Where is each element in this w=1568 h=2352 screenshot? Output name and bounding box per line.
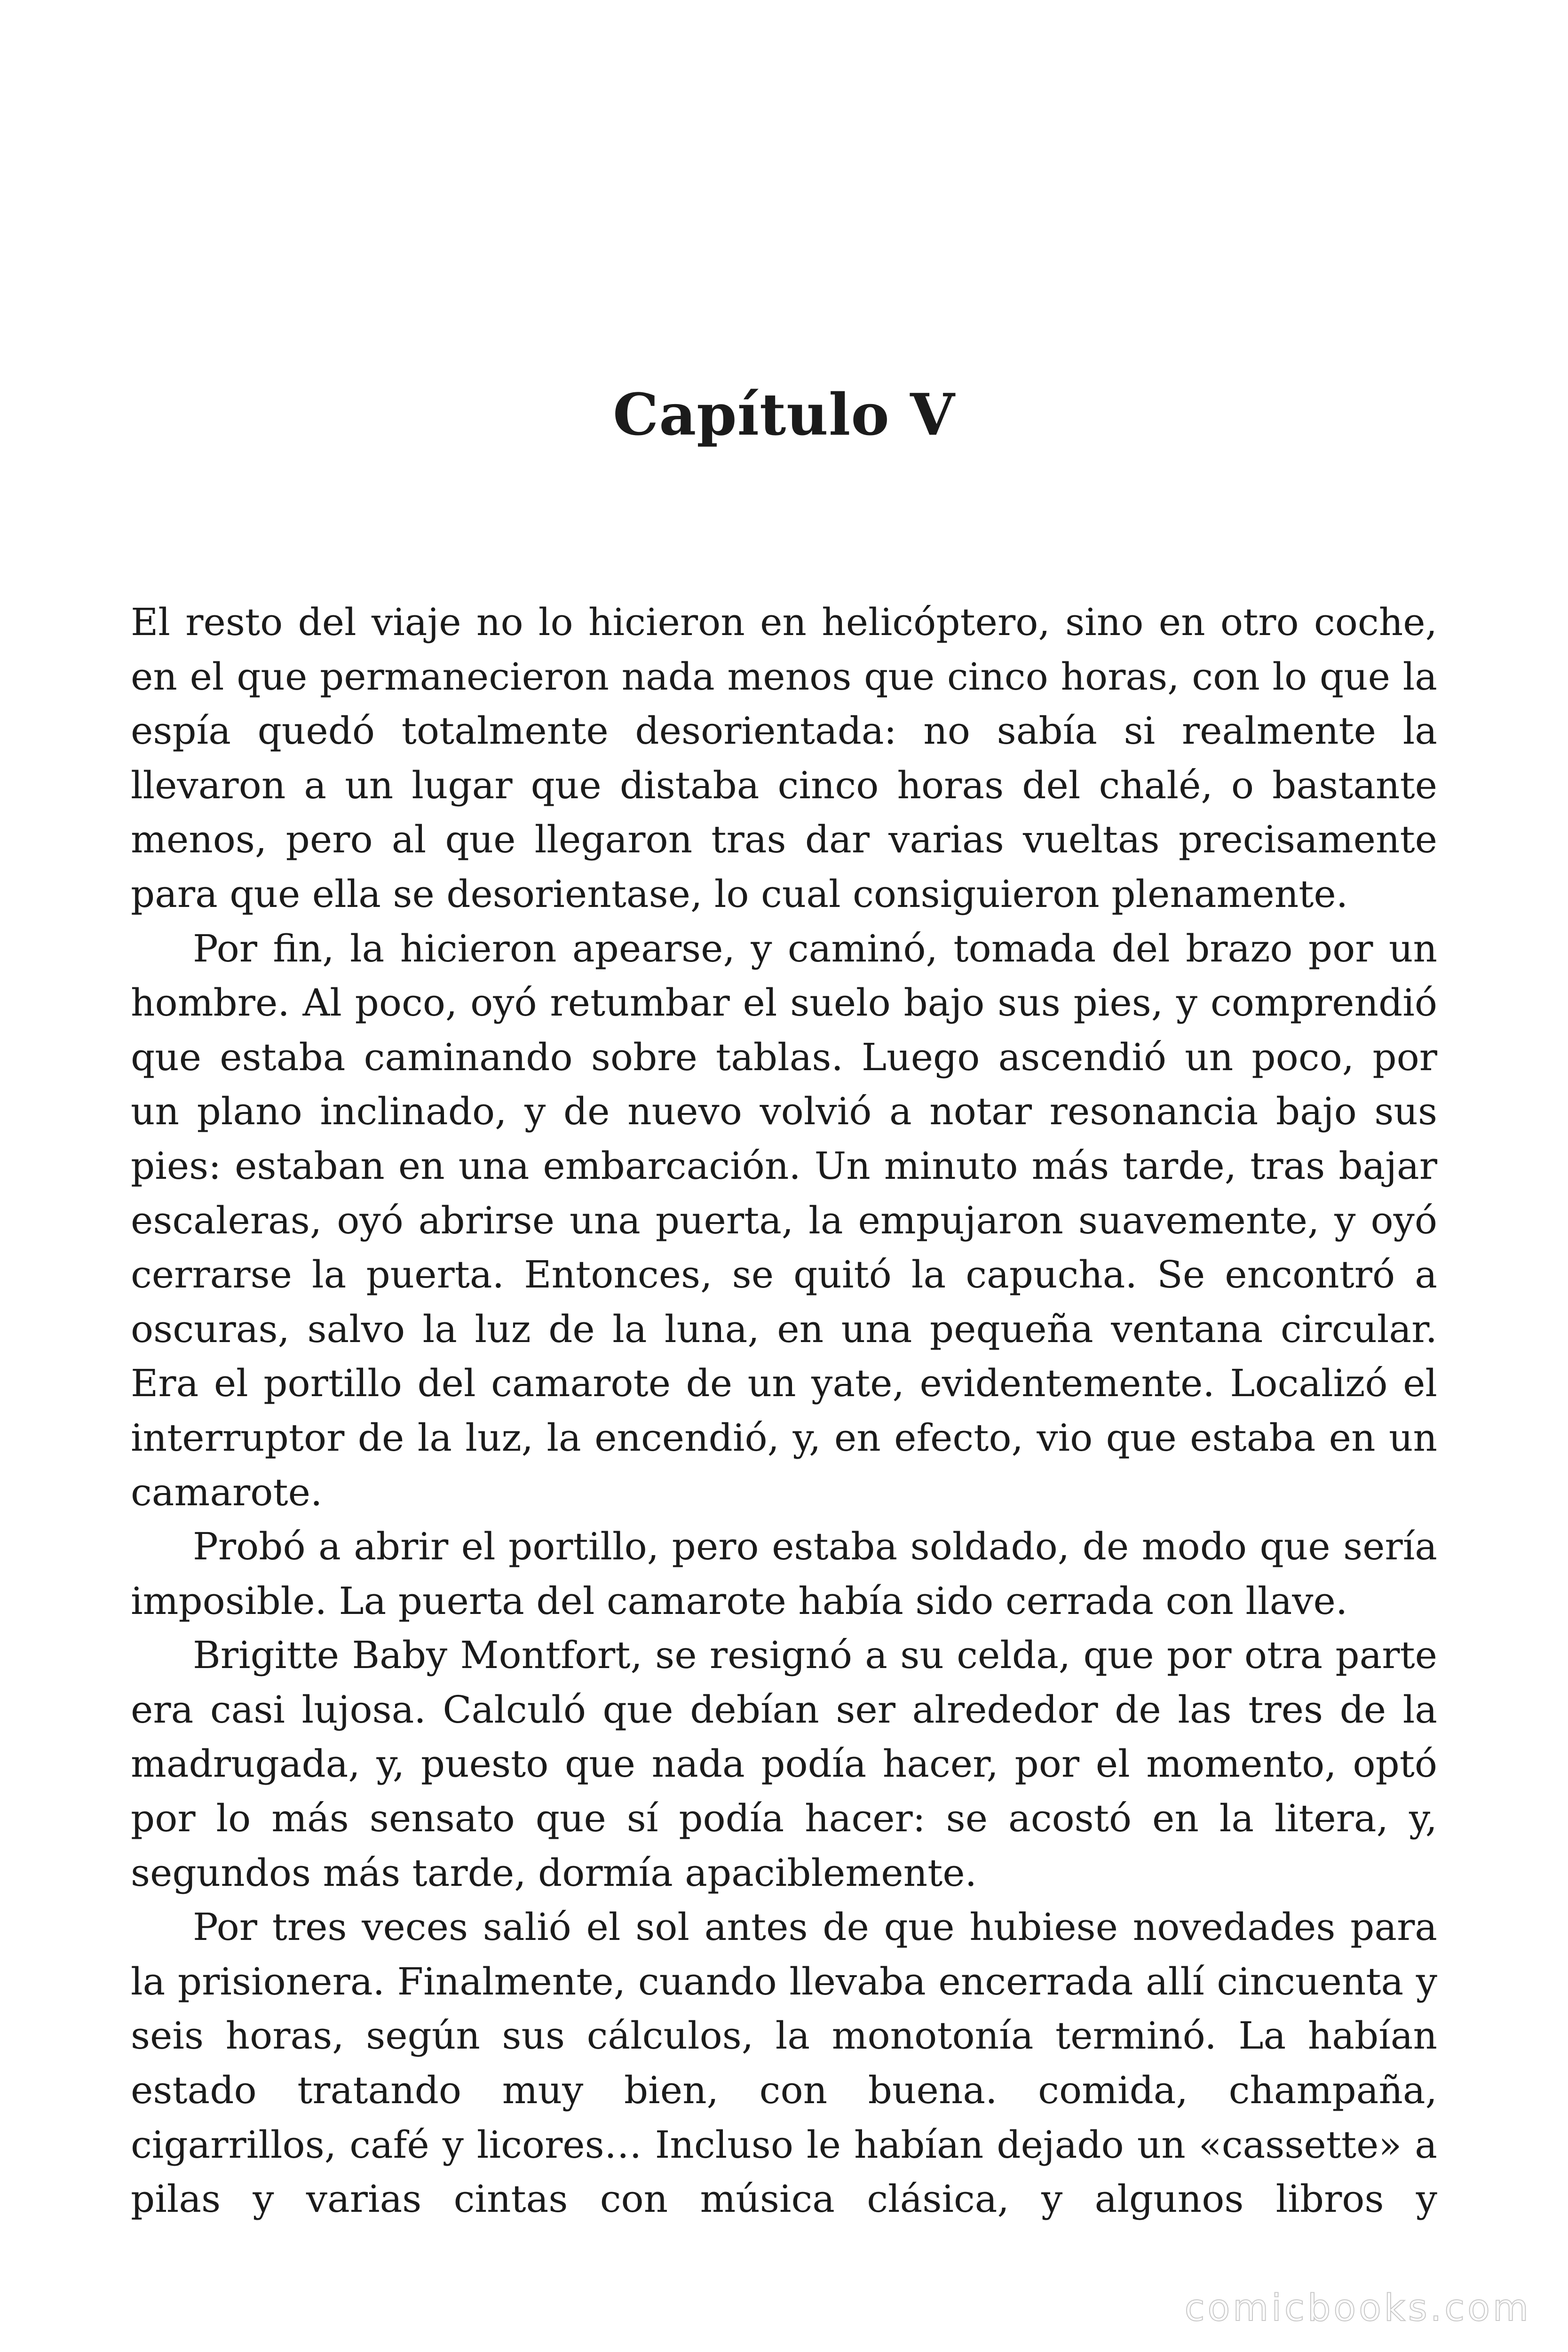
chapter-title: Capítulo V xyxy=(613,381,955,448)
watermark: comicbooks.com xyxy=(1184,2287,1531,2329)
paragraph-1: El resto del viaje no lo hicieron en helicóptero, sino en otro coche, en el que permanecieron nada menos que cinco horas, con lo que la espía quedó totalmente desorientada: no sabía si realmente la llevaron a un lugar que distaba cinco horas del chalé, o bastante menos, pero al que llegaron tras dar varias vueltas precisamente para que ella se desorientase, lo cual consiguieron plenamente. xyxy=(131,600,1437,916)
paragraph-2: Por fin, la hicieron apearse, y caminó, tomada del brazo por un hombre. Al poco, oyó retumbar el suelo bajo sus pies, y comprendió que estaba caminando sobre tablas. Luego ascendió un poco, por un plano inclinado, y de nuevo volvió a notar resonancia bajo sus pies: estaban en una embarcación. Un minuto más tarde, tras bajar escaleras, oyó abrirse una puerta, la empujaron suavemente, y oyó cerrarse la puerta. Entonces, se quitó la capucha. Se encontró a oscuras, salvo la luz de la luna, en una pequeña ventana circular. Era el portillo del camarote de un yate, evidentemente. Localizó el interruptor de la luz, la encendió, y, en efecto, vio que estaba en un camarote. xyxy=(131,926,1437,1514)
paragraph-3: Probó a abrir el portillo, pero estaba soldado, de modo que sería imposible. La puerta del camarote había sido cerrada con llave. xyxy=(131,1525,1437,1623)
paragraph-5: Por tres veces salió el sol antes de que hubiese novedades para la prisionera. Finalmente, cuando llevaba encerrada allí cincuenta y seis horas, según sus cálculos, la monotonía terminó. La habían estado tratando muy bien, con buena. comida, champaña, cigarrillos, café y licores… Incluso le habían dejado un «cassette» a pilas y varias cintas con música clásica, y algunos libros y xyxy=(131,1905,1437,2221)
chapter-body xyxy=(131,595,1437,2226)
paragraph-4: Brigitte Baby Montfort, se resignó a su celda, que por otra parte era casi lujosa. Calculó que debían ser alrededor de las tres de la madrugada, y, puesto que nada podía hacer, por el momento, optó por lo más sensato que sí podía hacer: se acostó en la litera, y, segundos más tarde, dormía apaciblemente. xyxy=(131,1633,1437,1895)
